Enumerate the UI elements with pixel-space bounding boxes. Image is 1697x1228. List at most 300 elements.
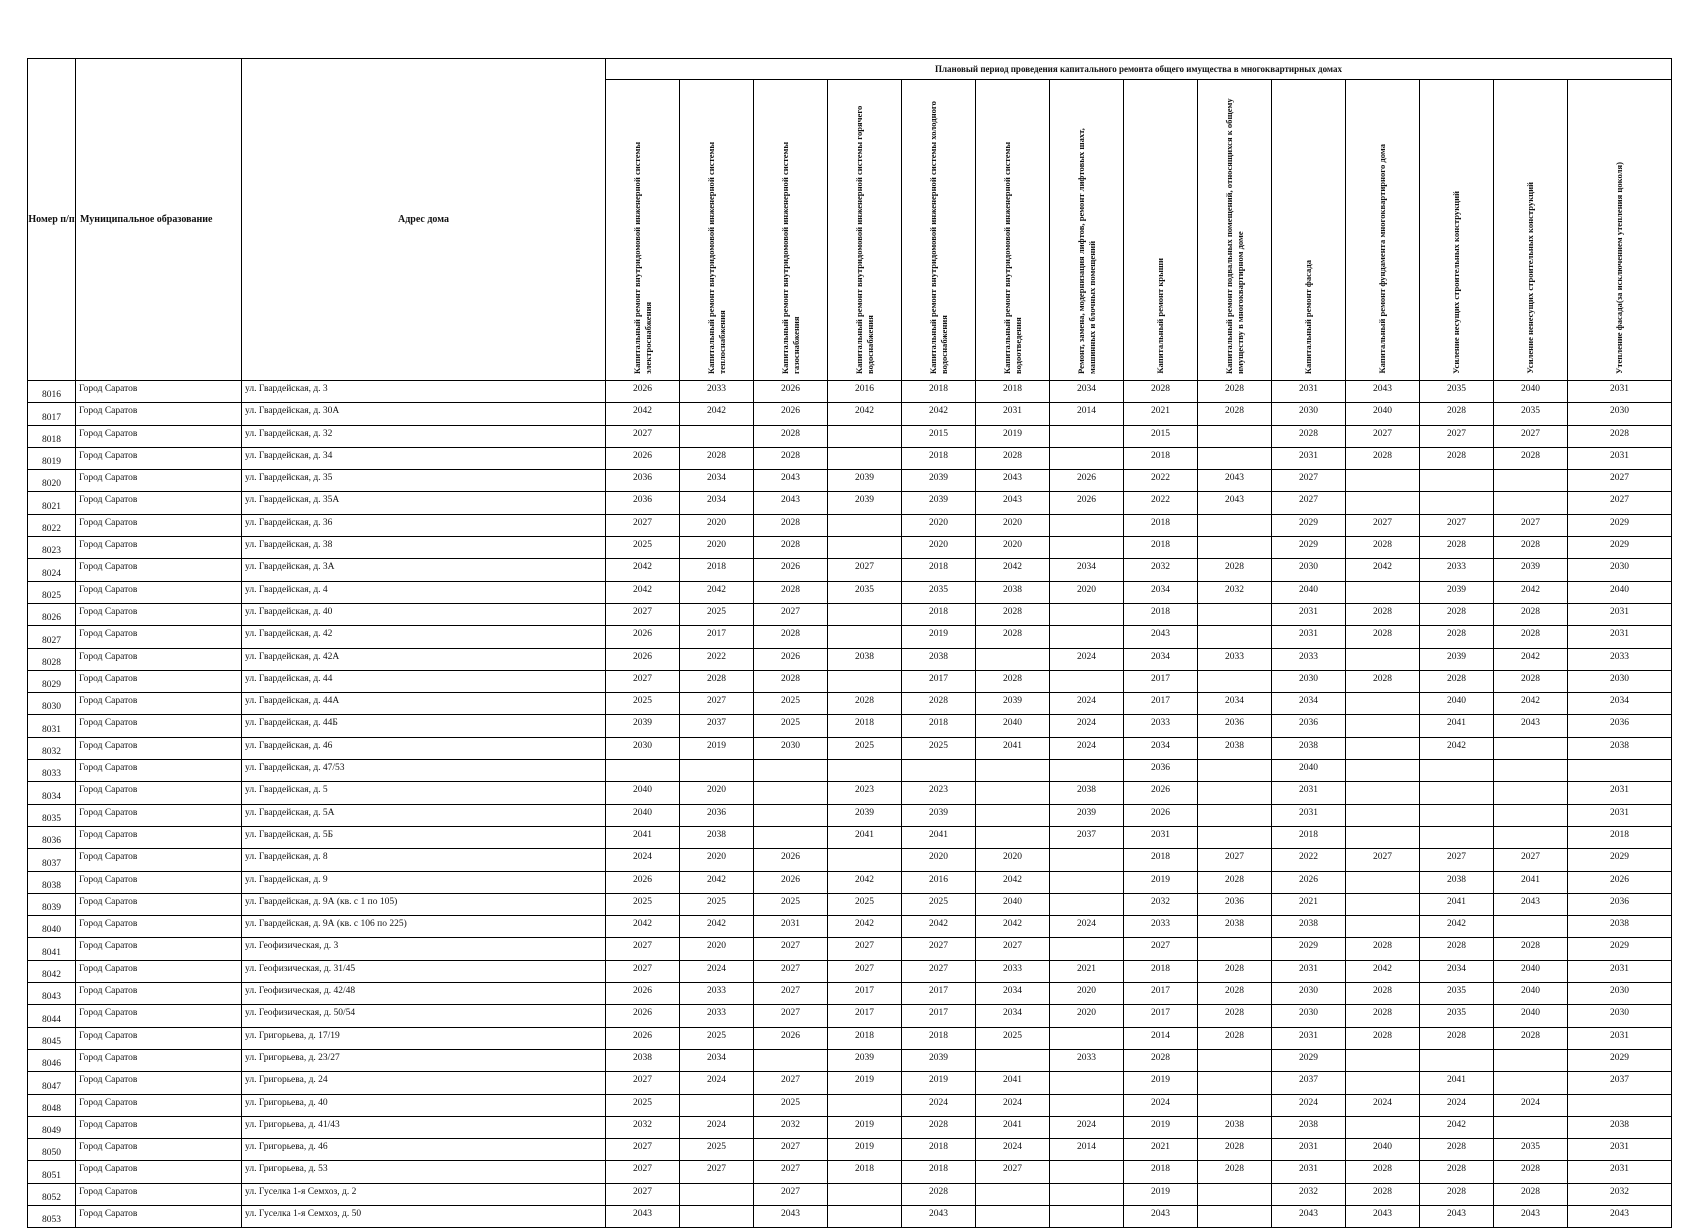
row-year-1: 2025: [606, 693, 680, 715]
row-year-1: 2026: [606, 447, 680, 469]
row-year-11: 2028: [1346, 938, 1420, 960]
row-year-3: [754, 826, 828, 848]
row-year-10: 2033: [1272, 648, 1346, 670]
row-number: 8050: [28, 1139, 76, 1161]
row-year-11: [1346, 826, 1420, 848]
row-year-13: 2028: [1494, 537, 1568, 559]
row-year-8: 2043: [1124, 626, 1198, 648]
row-year-6: 2020: [976, 514, 1050, 536]
header-work-2: [680, 80, 754, 381]
row-year-6: 2041: [976, 1116, 1050, 1138]
row-year-4: 2017: [828, 983, 902, 1005]
row-year-7: [1050, 1072, 1124, 1094]
row-number: 8030: [28, 693, 76, 715]
row-year-4: [828, 537, 902, 559]
row-municipality: Город Саратов: [76, 782, 242, 804]
row-year-12: 2035: [1420, 983, 1494, 1005]
table-row: [28, 938, 1672, 960]
row-year-3: 2027: [754, 1005, 828, 1027]
row-number: 8032: [28, 737, 76, 759]
row-municipality: Город Саратов: [76, 715, 242, 737]
table-row: [28, 537, 1672, 559]
row-number: 8048: [28, 1094, 76, 1116]
row-year-12: 2028: [1420, 1183, 1494, 1205]
row-year-8: 2043: [1124, 1205, 1198, 1227]
row-year-10: 2030: [1272, 1005, 1346, 1027]
table-row: [28, 916, 1672, 938]
header-work-label: Капитальный ремонт внутридомовой инженерной системы газоснабжения: [779, 141, 801, 374]
row-year-11: [1346, 916, 1420, 938]
table-row: [28, 514, 1672, 536]
row-address: ул. Григорьева, д. 46: [242, 1139, 606, 1161]
row-year-1: 2041: [606, 826, 680, 848]
row-year-10: 2038: [1272, 737, 1346, 759]
header-work-8: [1124, 80, 1198, 381]
row-year-1: 2027: [606, 1161, 680, 1183]
row-year-11: 2028: [1346, 1027, 1420, 1049]
row-year-12: 2027: [1420, 425, 1494, 447]
row-year-10: 2043: [1272, 1205, 1346, 1227]
row-year-12: 2027: [1420, 514, 1494, 536]
row-year-14: 2027: [1568, 492, 1672, 514]
row-year-6: 2034: [976, 983, 1050, 1005]
row-year-9: [1198, 1205, 1272, 1227]
row-year-13: 2028: [1494, 1027, 1568, 1049]
row-year-7: [1050, 849, 1124, 871]
row-year-1: 2042: [606, 559, 680, 581]
table-row: [28, 648, 1672, 670]
row-number: 8037: [28, 849, 76, 871]
row-address: ул. Гвардейская, д. 34: [242, 447, 606, 469]
row-year-1: 2042: [606, 403, 680, 425]
row-year-8: 2018: [1124, 447, 1198, 469]
row-year-3: 2027: [754, 1183, 828, 1205]
row-year-10: 2030: [1272, 403, 1346, 425]
row-year-11: [1346, 1049, 1420, 1071]
row-year-8: 2017: [1124, 693, 1198, 715]
row-year-8: 2021: [1124, 403, 1198, 425]
row-municipality: Город Саратов: [76, 603, 242, 625]
repair-schedule-sheet: [27, 58, 1672, 1228]
row-year-12: 2028: [1420, 1027, 1494, 1049]
row-year-4: 2017: [828, 1005, 902, 1027]
row-year-7: [1050, 603, 1124, 625]
row-number: 8041: [28, 938, 76, 960]
row-year-12: 2027: [1420, 849, 1494, 871]
row-year-7: 2014: [1050, 1139, 1124, 1161]
row-year-7: [1050, 893, 1124, 915]
row-year-10: 2029: [1272, 537, 1346, 559]
row-number: 8040: [28, 916, 76, 938]
row-year-1: 2026: [606, 871, 680, 893]
row-year-12: 2028: [1420, 537, 1494, 559]
row-year-1: 2027: [606, 960, 680, 982]
row-year-6: 2020: [976, 537, 1050, 559]
row-year-2: 2042: [680, 871, 754, 893]
row-year-7: 2024: [1050, 916, 1124, 938]
row-number: 8029: [28, 670, 76, 692]
row-year-13: 2042: [1494, 581, 1568, 603]
header-address: Адрес дома: [242, 59, 606, 381]
table-row: [28, 670, 1672, 692]
row-year-5: 2042: [902, 403, 976, 425]
row-municipality: Город Саратов: [76, 938, 242, 960]
row-address: ул. Гвардейская, д. 44А: [242, 693, 606, 715]
row-year-9: [1198, 760, 1272, 782]
row-year-14: 2028: [1568, 425, 1672, 447]
row-year-12: 2040: [1420, 693, 1494, 715]
row-year-11: [1346, 893, 1420, 915]
row-municipality: Город Саратов: [76, 960, 242, 982]
row-year-13: 2027: [1494, 514, 1568, 536]
row-year-12: 2028: [1420, 603, 1494, 625]
table-row: [28, 447, 1672, 469]
row-year-11: 2028: [1346, 603, 1420, 625]
table-row: [28, 849, 1672, 871]
row-year-7: [1050, 1205, 1124, 1227]
row-year-5: 2018: [902, 715, 976, 737]
row-year-1: 2032: [606, 1116, 680, 1138]
row-year-2: 2020: [680, 514, 754, 536]
table-row: [28, 1116, 1672, 1138]
row-year-8: 2017: [1124, 670, 1198, 692]
row-year-14: 2026: [1568, 871, 1672, 893]
row-year-10: 2031: [1272, 1161, 1346, 1183]
row-year-5: 2018: [902, 381, 976, 403]
row-year-2: 2033: [680, 1005, 754, 1027]
row-year-6: [976, 648, 1050, 670]
row-year-8: 2018: [1124, 1161, 1198, 1183]
row-year-4: 2018: [828, 1027, 902, 1049]
row-year-11: [1346, 492, 1420, 514]
row-year-4: 2042: [828, 403, 902, 425]
row-year-8: 2032: [1124, 893, 1198, 915]
row-year-5: 2042: [902, 916, 976, 938]
row-year-9: [1198, 425, 1272, 447]
row-year-12: 2035: [1420, 381, 1494, 403]
row-year-2: 2034: [680, 492, 754, 514]
row-municipality: Город Саратов: [76, 760, 242, 782]
row-municipality: Город Саратов: [76, 492, 242, 514]
row-year-3: 2027: [754, 1139, 828, 1161]
row-year-2: 2028: [680, 447, 754, 469]
row-number: 8046: [28, 1049, 76, 1071]
row-year-2: 2038: [680, 826, 754, 848]
row-year-13: 2040: [1494, 983, 1568, 1005]
row-year-1: 2036: [606, 470, 680, 492]
row-year-5: 2028: [902, 693, 976, 715]
row-year-13: [1494, 1116, 1568, 1138]
row-municipality: Город Саратов: [76, 849, 242, 871]
row-year-4: 2028: [828, 693, 902, 715]
row-year-4: 2038: [828, 648, 902, 670]
row-municipality: Город Саратов: [76, 983, 242, 1005]
row-year-5: 2018: [902, 1161, 976, 1183]
row-year-8: 2034: [1124, 648, 1198, 670]
row-year-5: 2017: [902, 983, 976, 1005]
header-work-4: [828, 80, 902, 381]
row-year-5: 2041: [902, 826, 976, 848]
row-year-7: [1050, 1027, 1124, 1049]
row-year-13: 2040: [1494, 1005, 1568, 1027]
row-year-11: [1346, 693, 1420, 715]
row-municipality: Город Саратов: [76, 581, 242, 603]
row-year-14: 2031: [1568, 1027, 1672, 1049]
row-address: ул. Гуселка 1-я Семхоз, д. 2: [242, 1183, 606, 1205]
row-year-7: [1050, 537, 1124, 559]
row-year-14: 2031: [1568, 1161, 1672, 1183]
row-year-14: 2030: [1568, 670, 1672, 692]
row-year-13: [1494, 470, 1568, 492]
row-number: 8051: [28, 1161, 76, 1183]
row-year-2: [680, 1205, 754, 1227]
row-year-10: 2027: [1272, 492, 1346, 514]
row-address: ул. Гвардейская, д. 3: [242, 381, 606, 403]
row-year-13: 2040: [1494, 960, 1568, 982]
row-address: ул. Гвардейская, д. 42: [242, 626, 606, 648]
row-year-9: 2028: [1198, 1005, 1272, 1027]
row-year-5: 2018: [902, 1027, 976, 1049]
row-year-12: 2042: [1420, 1116, 1494, 1138]
row-year-7: 2026: [1050, 492, 1124, 514]
row-year-8: 2019: [1124, 871, 1198, 893]
header-work-13: [1494, 80, 1568, 381]
row-municipality: Город Саратов: [76, 559, 242, 581]
header-work-6: [976, 80, 1050, 381]
row-year-7: [1050, 1161, 1124, 1183]
row-year-13: [1494, 1072, 1568, 1094]
row-number: 8022: [28, 514, 76, 536]
header-work-11: [1346, 80, 1420, 381]
row-year-5: 2038: [902, 648, 976, 670]
row-year-5: 2025: [902, 893, 976, 915]
row-year-10: 2031: [1272, 960, 1346, 982]
row-year-6: [976, 1205, 1050, 1227]
row-year-2: 2027: [680, 1161, 754, 1183]
row-year-6: 2028: [976, 626, 1050, 648]
row-address: ул. Гвардейская, д. 35А: [242, 492, 606, 514]
header-work-3: [754, 80, 828, 381]
row-year-9: 2028: [1198, 983, 1272, 1005]
row-year-9: 2028: [1198, 381, 1272, 403]
row-year-11: 2042: [1346, 559, 1420, 581]
row-year-13: 2028: [1494, 1161, 1568, 1183]
table-row: [28, 1161, 1672, 1183]
row-year-10: 2030: [1272, 983, 1346, 1005]
row-year-5: 2020: [902, 514, 976, 536]
row-year-7: [1050, 626, 1124, 648]
row-address: ул. Григорьева, д. 41/43: [242, 1116, 606, 1138]
row-year-9: 2038: [1198, 1116, 1272, 1138]
header-work-label: Капитальный ремонт внутридомовой инженерной системы теплоснабжения: [705, 141, 727, 374]
row-municipality: Город Саратов: [76, 470, 242, 492]
row-year-10: 2029: [1272, 1049, 1346, 1071]
row-year-8: 2017: [1124, 1005, 1198, 1027]
row-year-7: 2026: [1050, 470, 1124, 492]
row-year-11: 2043: [1346, 1205, 1420, 1227]
table-row: [28, 492, 1672, 514]
row-year-13: [1494, 782, 1568, 804]
row-year-2: 2019: [680, 737, 754, 759]
row-year-10: 2038: [1272, 916, 1346, 938]
row-year-8: 2019: [1124, 1183, 1198, 1205]
row-year-8: 2024: [1124, 1094, 1198, 1116]
row-year-3: 2027: [754, 1072, 828, 1094]
row-year-7: [1050, 514, 1124, 536]
row-year-9: [1198, 1183, 1272, 1205]
row-year-11: [1346, 715, 1420, 737]
row-year-7: [1050, 760, 1124, 782]
row-number: 8043: [28, 983, 76, 1005]
row-year-9: 2028: [1198, 403, 1272, 425]
row-number: 8024: [28, 559, 76, 581]
repair-schedule-table: [27, 58, 1672, 1228]
row-year-9: 2036: [1198, 715, 1272, 737]
row-year-10: 2036: [1272, 715, 1346, 737]
row-year-5: [902, 760, 976, 782]
row-year-8: 2014: [1124, 1027, 1198, 1049]
row-year-10: 2031: [1272, 603, 1346, 625]
row-year-5: 2027: [902, 938, 976, 960]
row-year-7: 2014: [1050, 403, 1124, 425]
row-year-6: 2042: [976, 559, 1050, 581]
row-year-14: 2038: [1568, 737, 1672, 759]
table-row: [28, 983, 1672, 1005]
row-year-12: 2039: [1420, 581, 1494, 603]
row-year-5: 2039: [902, 470, 976, 492]
table-row: [28, 871, 1672, 893]
row-year-12: 2028: [1420, 447, 1494, 469]
row-number: 8052: [28, 1183, 76, 1205]
row-year-9: [1198, 603, 1272, 625]
row-year-9: 2028: [1198, 1161, 1272, 1183]
row-number: 8017: [28, 403, 76, 425]
row-year-9: [1198, 826, 1272, 848]
row-year-10: 2032: [1272, 1183, 1346, 1205]
row-year-10: 2027: [1272, 470, 1346, 492]
row-year-1: 2030: [606, 737, 680, 759]
row-year-7: 2024: [1050, 648, 1124, 670]
row-address: ул. Гвардейская, д. 42А: [242, 648, 606, 670]
row-year-7: 2024: [1050, 715, 1124, 737]
row-number: 8016: [28, 381, 76, 403]
row-address: ул. Григорьева, д. 53: [242, 1161, 606, 1183]
row-year-13: 2042: [1494, 693, 1568, 715]
row-year-4: 2041: [828, 826, 902, 848]
header-work-14: [1568, 80, 1672, 381]
row-year-5: 2020: [902, 537, 976, 559]
row-year-7: 2021: [1050, 960, 1124, 982]
row-municipality: Город Саратов: [76, 1027, 242, 1049]
row-year-1: 2040: [606, 804, 680, 826]
row-year-12: 2028: [1420, 403, 1494, 425]
row-year-14: 2031: [1568, 381, 1672, 403]
row-year-6: 2040: [976, 715, 1050, 737]
row-year-13: 2028: [1494, 626, 1568, 648]
row-year-4: [828, 425, 902, 447]
row-year-3: 2025: [754, 693, 828, 715]
row-year-10: 2026: [1272, 871, 1346, 893]
table-row: [28, 403, 1672, 425]
row-year-11: 2028: [1346, 670, 1420, 692]
table-row: [28, 1205, 1672, 1227]
row-year-8: 2032: [1124, 559, 1198, 581]
row-year-12: 2038: [1420, 871, 1494, 893]
row-year-13: [1494, 1049, 1568, 1071]
row-year-7: [1050, 871, 1124, 893]
row-address: ул. Гвардейская, д. 5Б: [242, 826, 606, 848]
row-year-5: 2024: [902, 1094, 976, 1116]
row-year-2: 2024: [680, 1072, 754, 1094]
header-work-1: [606, 80, 680, 381]
row-municipality: Город Саратов: [76, 1183, 242, 1205]
table-row: [28, 737, 1672, 759]
row-address: ул. Гвардейская, д. 36: [242, 514, 606, 536]
header-planned-period: Плановый период проведения капитального ремонта общего имущества в многоквартирных домах: [606, 59, 1672, 80]
row-year-12: [1420, 1049, 1494, 1071]
row-number: 8044: [28, 1005, 76, 1027]
row-year-12: [1420, 760, 1494, 782]
row-number: 8025: [28, 581, 76, 603]
row-municipality: Город Саратов: [76, 514, 242, 536]
row-year-1: 2027: [606, 1139, 680, 1161]
row-year-2: 2025: [680, 893, 754, 915]
row-year-6: 2043: [976, 492, 1050, 514]
row-year-11: 2042: [1346, 960, 1420, 982]
row-year-1: [606, 760, 680, 782]
row-year-3: 2028: [754, 514, 828, 536]
row-year-9: 2032: [1198, 581, 1272, 603]
row-year-12: [1420, 470, 1494, 492]
row-year-12: [1420, 804, 1494, 826]
row-year-6: 2033: [976, 960, 1050, 982]
row-year-9: [1198, 1094, 1272, 1116]
row-year-4: 2025: [828, 737, 902, 759]
row-year-3: 2026: [754, 381, 828, 403]
row-year-10: 2029: [1272, 938, 1346, 960]
row-address: ул. Гвардейская, д. 40: [242, 603, 606, 625]
row-municipality: Город Саратов: [76, 537, 242, 559]
row-address: ул. Гвардейская, д. 47/53: [242, 760, 606, 782]
row-year-4: 2019: [828, 1072, 902, 1094]
row-year-11: [1346, 737, 1420, 759]
row-year-3: 2043: [754, 1205, 828, 1227]
row-year-14: 2027: [1568, 470, 1672, 492]
table-row: [28, 1094, 1672, 1116]
row-year-14: 2029: [1568, 849, 1672, 871]
row-year-8: 2034: [1124, 737, 1198, 759]
row-year-11: 2024: [1346, 1094, 1420, 1116]
row-year-14: 2031: [1568, 603, 1672, 625]
row-year-2: 2033: [680, 983, 754, 1005]
row-year-11: [1346, 804, 1420, 826]
row-year-14: 2036: [1568, 893, 1672, 915]
row-municipality: Город Саратов: [76, 1049, 242, 1071]
row-year-6: 2025: [976, 1027, 1050, 1049]
row-number: 8023: [28, 537, 76, 559]
row-year-4: [828, 670, 902, 692]
row-address: ул. Гвардейская, д. 32: [242, 425, 606, 447]
row-address: ул. Гвардейская, д. 46: [242, 737, 606, 759]
row-year-1: 2026: [606, 381, 680, 403]
row-year-6: 2043: [976, 470, 1050, 492]
header-municipality: Муниципальное образование: [76, 59, 242, 381]
row-year-13: 2041: [1494, 871, 1568, 893]
row-year-9: [1198, 670, 1272, 692]
row-year-3: 2027: [754, 603, 828, 625]
row-address: ул. Геофизическая, д. 3: [242, 938, 606, 960]
row-year-2: 2022: [680, 648, 754, 670]
